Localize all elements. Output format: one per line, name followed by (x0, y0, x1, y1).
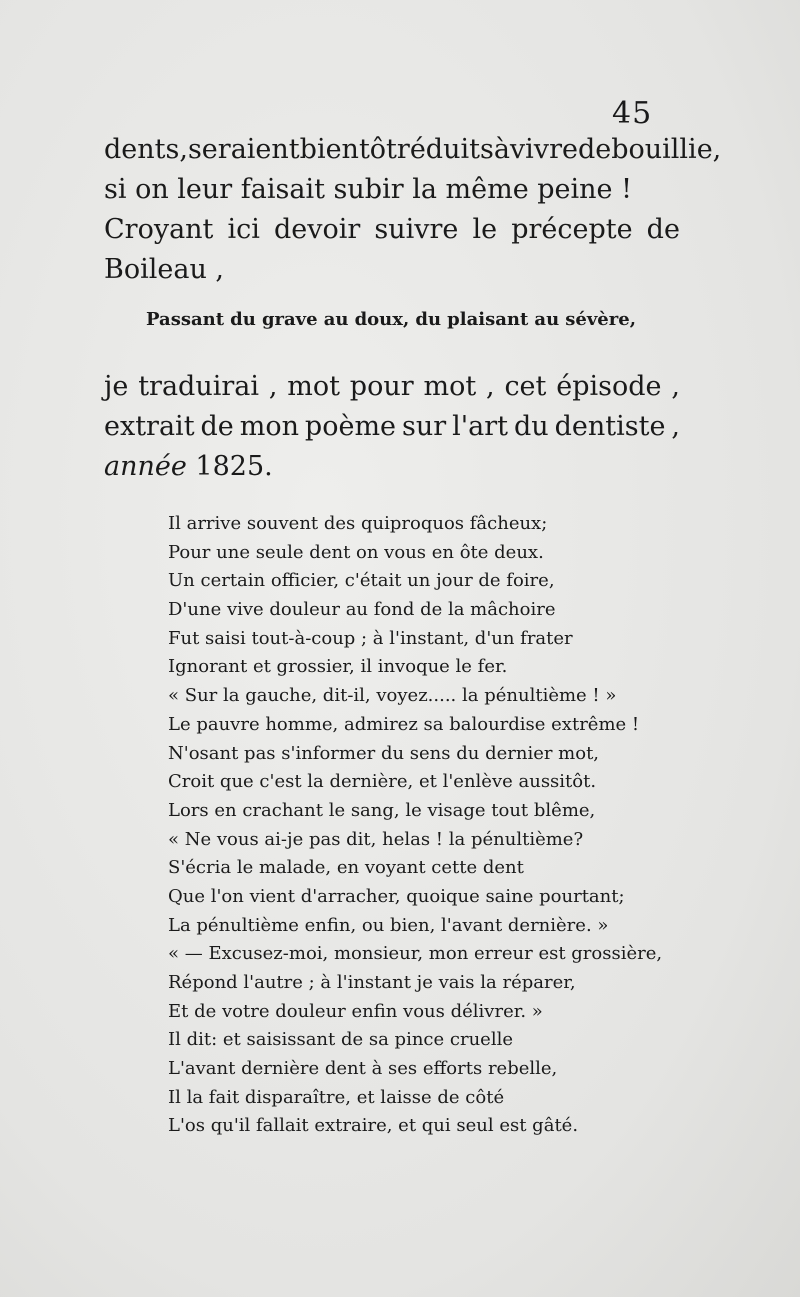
paragraph-continuation (104, 130, 722, 210)
text-line: Croyant ici devoir suivre le précepte de (104, 214, 680, 245)
poem-verse: Lors en crachant le sang, le visage tout blême, (168, 799, 596, 821)
poem-verse: Il la fait disparaître, et laisse de côté (168, 1086, 505, 1108)
paragraph-translation (104, 367, 680, 487)
poem-verse: « — Excusez-moi, monsieur, mon erreur est grossière, (168, 943, 663, 965)
year-text: 1825. (186, 451, 273, 482)
text-line: si on leur faisait subir la même peine ! (104, 174, 632, 205)
poem (168, 510, 668, 1141)
paragraph-boileau (104, 210, 680, 290)
poem-verse: Que l'on vient d'arracher, quoique saine pourtant; (168, 885, 625, 907)
poem-verse: Il dit: et saisissant de sa pince cruelle (168, 1029, 513, 1051)
poem-verse: « Sur la gauche, dit-il, voyez..... la pénultième ! » (168, 685, 617, 707)
poem-verse: Il arrive souvent des quiproquos fâcheux; (168, 513, 548, 534)
poem-verse: S'écria le malade, en voyant cette dent (168, 857, 524, 879)
poem-verse: Et de votre douleur enfin vous délivrer. » (168, 1000, 543, 1022)
text-line: je traduirai , mot pour mot , cet épisode , (104, 371, 680, 402)
poem-verse: Fut saisi tout-à-coup ; à l'instant, d'un frater (168, 627, 573, 649)
boileau-quote: Passant du grave au doux, du plaisant au sévère, (146, 309, 636, 330)
poem-verse: L'avant dernière dent à ses efforts rebelle, (168, 1058, 558, 1080)
text-line (104, 447, 680, 487)
poem-verse: Le pauvre homme, admirez sa balourdise extrême ! (168, 713, 640, 735)
poem-verse: Ignorant et grossier, il invoque le fer. (168, 656, 508, 678)
text-line: dents, seraient bientôt réduits à vivre de bouillie, (104, 134, 722, 165)
poem-verse: Un certain officier, c'était un jour de foire, (168, 570, 555, 592)
poem-verse: D'une vive douleur au fond de la mâchoire (168, 599, 556, 621)
poem-verse: N'osant pas s'informer du sens du dernier mot, (168, 742, 600, 764)
poem-verse: Pour une seule dent on vous en ôte deux. (168, 541, 544, 563)
page-number: 45 (612, 96, 653, 131)
poem-verse: « Ne vous ai-je pas dit, helas ! la pénultième? (168, 828, 584, 850)
poem-verse: Répond l'autre ; à l'instant je vais la réparer, (168, 972, 576, 993)
poem-verse: Croit que c'est la dernière, et l'enlève aussitôt. (168, 771, 597, 793)
text-line: extrait de mon poème sur l'art du dentiste , (104, 411, 680, 442)
poem-verse: L'os qu'il fallait extraire, et qui seul est gâté. (168, 1115, 579, 1137)
text-line: Boileau , (104, 254, 224, 285)
italic-word: année (104, 451, 187, 482)
poem-verse: La pénultième enfin, ou bien, l'avant dernière. » (168, 914, 609, 936)
